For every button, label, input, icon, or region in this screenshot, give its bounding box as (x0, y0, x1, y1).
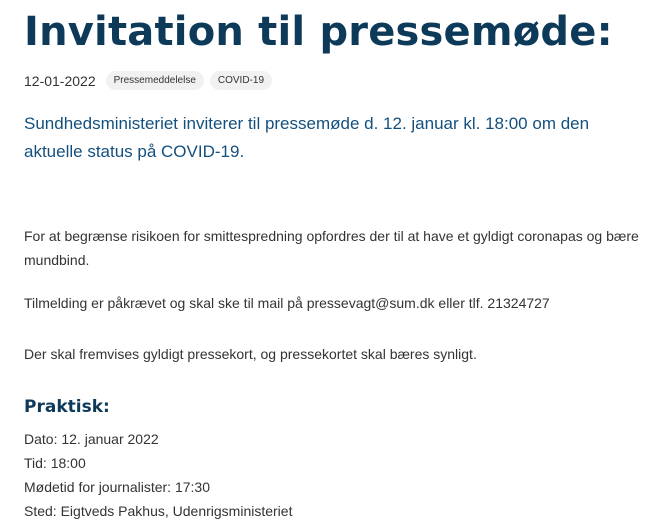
practical-item-location: Sted: Eigtveds Pakhus, Udenrigsministeriet (24, 503, 293, 519)
practical-item-meeting-time: Mødetid for journalister: 17:30 (24, 479, 210, 495)
practical-list (24, 427, 292, 523)
article-meta (24, 71, 272, 90)
publish-date: 12-01-2022 (24, 72, 96, 89)
page-title: Invitation til pressemøde: (24, 9, 613, 55)
tag-covid-19[interactable]: COVID-19 (210, 71, 272, 90)
practical-heading: Praktisk: (24, 397, 110, 417)
body-paragraph: Der skal fremvises gyldigt pressekort, og pressekortet skal bæres synligt. (24, 346, 477, 362)
tag-pressemeddelelse[interactable]: Pressemeddelelse (106, 71, 204, 90)
body-paragraph: Tilmelding er påkrævet og skal ske til mail på pressevagt@sum.dk eller tlf. 21324727 (24, 295, 550, 311)
practical-item-time: Tid: 18:00 (24, 455, 86, 471)
body-paragraph: For at begrænse risikoen for smittespredning opfordres der til at have et gyldigt coronapas og bære mundbind. (24, 228, 639, 268)
lead-paragraph: Sundhedsministeriet inviterer til pressemøde d. 12. januar kl. 18:00 om den aktuelle status på COVID-19. (24, 114, 590, 161)
practical-item-date: Dato: 12. januar 2022 (24, 431, 159, 447)
